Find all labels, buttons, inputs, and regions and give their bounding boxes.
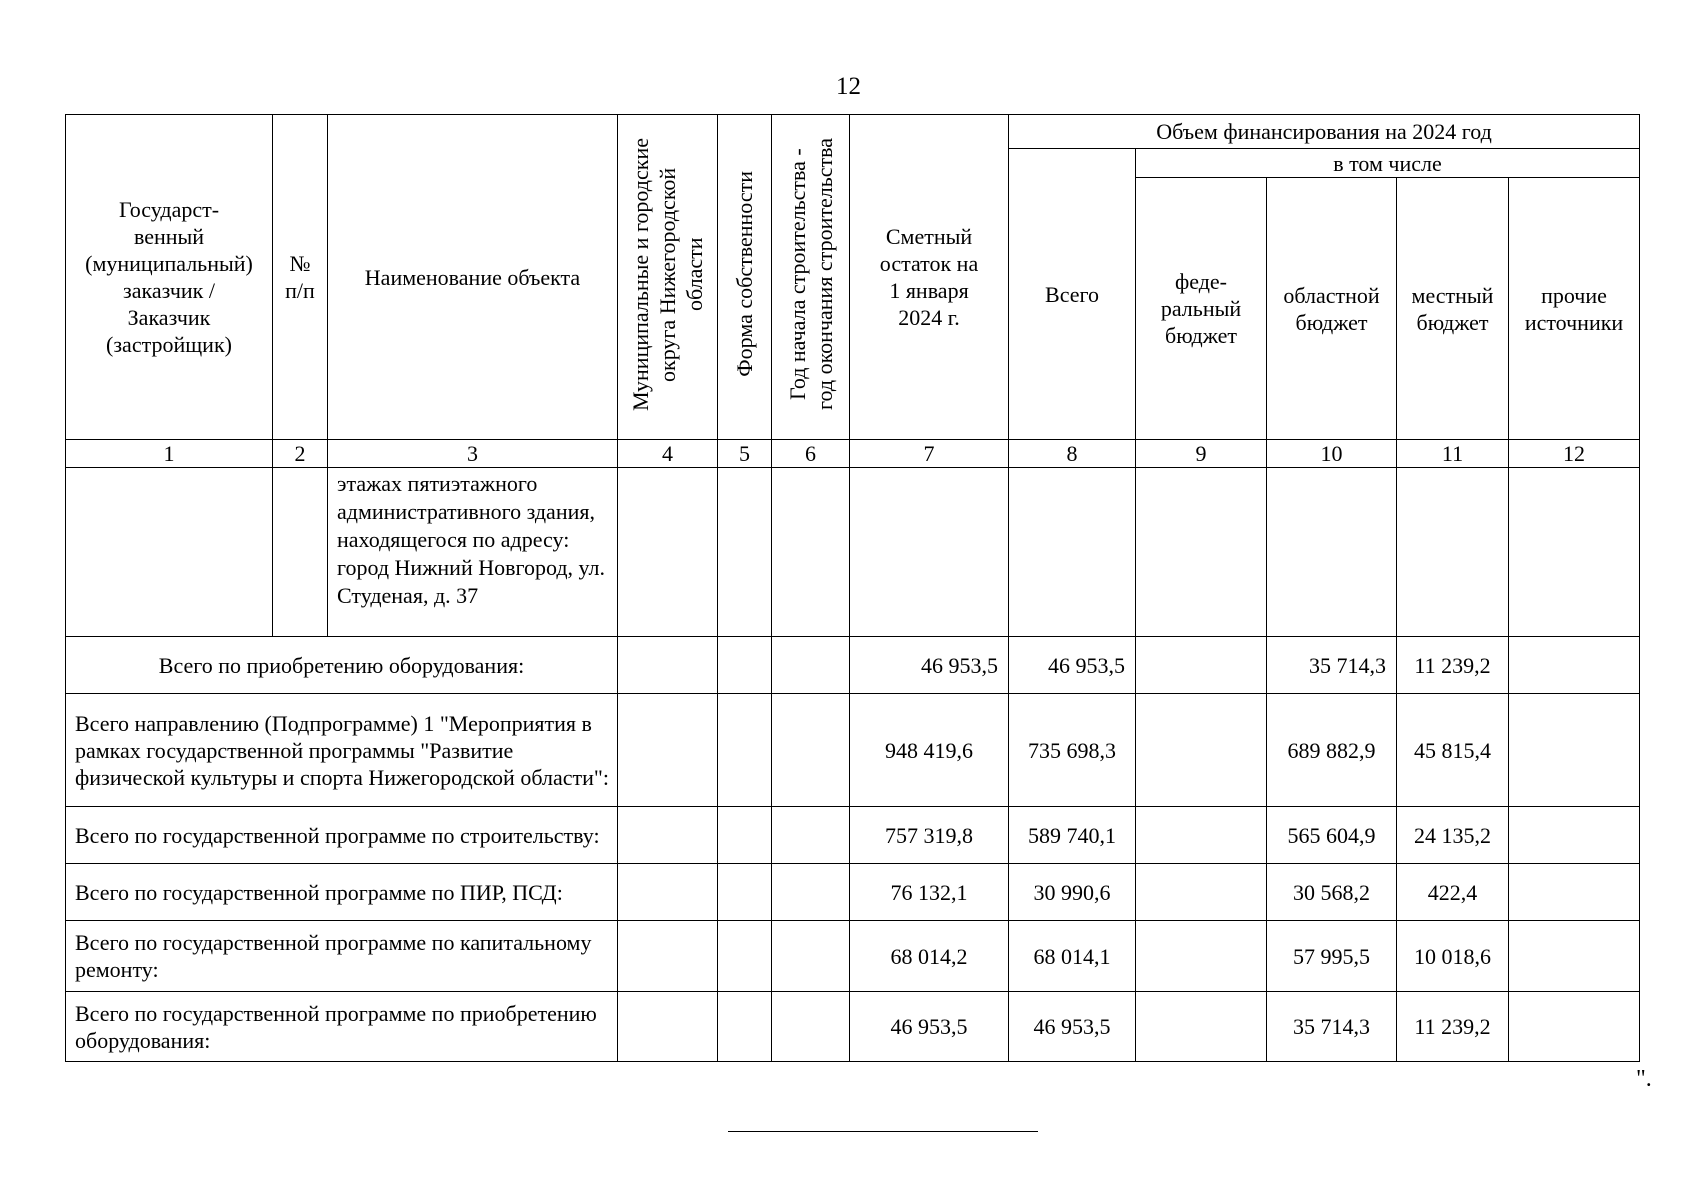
- column-number-row: [66, 440, 1640, 468]
- column-number: 2: [273, 440, 328, 468]
- header-years-text: Год начала строительства - год окончания строительства: [784, 138, 837, 410]
- column-number: 4: [618, 440, 718, 468]
- regional-value: 30 568,2: [1267, 864, 1397, 921]
- table-cell: [772, 864, 850, 921]
- other-value: [1509, 694, 1640, 807]
- federal-value: [1136, 694, 1267, 807]
- local-value: 10 018,6: [1397, 921, 1509, 992]
- federal-value: [1136, 921, 1267, 992]
- estimate-value: 76 132,1: [850, 864, 1009, 921]
- table-cell: [618, 807, 718, 864]
- summary-row: [66, 864, 1640, 921]
- table-cell: [618, 637, 718, 694]
- header-other: прочие источники: [1509, 178, 1640, 440]
- column-number: 3: [328, 440, 618, 468]
- local-value: 422,4: [1397, 864, 1509, 921]
- regional-value: 565 604,9: [1267, 807, 1397, 864]
- table-cell: [618, 468, 718, 637]
- other-value: [1509, 992, 1640, 1062]
- header-including-group: в том числе: [1136, 149, 1640, 178]
- table-cell: [718, 694, 772, 807]
- table-cell: [718, 992, 772, 1062]
- total-value: 68 014,1: [1009, 921, 1136, 992]
- other-value: [1509, 807, 1640, 864]
- header-years: [772, 115, 850, 440]
- header-local: местный бюджет: [1397, 178, 1509, 440]
- summary-label: Всего по государственной программе по приобретению оборудования:: [66, 992, 618, 1062]
- header-customer: Государст- венный (муниципальный) заказчик / Заказчик (застройщик): [66, 115, 273, 440]
- column-number: 5: [718, 440, 772, 468]
- summary-label: Всего по государственной программе по капитальному ремонту:: [66, 921, 618, 992]
- table-cell: [1267, 468, 1397, 637]
- local-value: 24 135,2: [1397, 807, 1509, 864]
- header-total: Всего: [1009, 149, 1136, 440]
- table-cell: [1509, 468, 1640, 637]
- table-cell: [66, 468, 273, 637]
- local-value: 11 239,2: [1397, 637, 1509, 694]
- footer-divider: [728, 1131, 1038, 1132]
- header-number: № п/п: [273, 115, 328, 440]
- header-ownership: [718, 115, 772, 440]
- summary-label: Всего направлению (Подпрограмме) 1 "Мероприятия в рамках государственной программы "Развитие физической культуры и спорта Нижегородской области":: [66, 694, 618, 807]
- summary-row: [66, 992, 1640, 1062]
- regional-value: 35 714,3: [1267, 992, 1397, 1062]
- table-cell: [772, 468, 850, 637]
- table-cell: [618, 921, 718, 992]
- estimate-value: 46 953,5: [850, 992, 1009, 1062]
- federal-value: [1136, 807, 1267, 864]
- table-cell: [850, 468, 1009, 637]
- header-municipality-text: Муниципальные и городские округа Нижегородской области: [628, 137, 707, 411]
- header-object-name: Наименование объекта: [328, 115, 618, 440]
- estimate-value: 46 953,5: [850, 637, 1009, 694]
- summary-label: Всего по государственной программе по ПИР, ПСД:: [66, 864, 618, 921]
- table-cell: [772, 807, 850, 864]
- estimate-value: 757 319,8: [850, 807, 1009, 864]
- regional-value: 35 714,3: [1267, 637, 1397, 694]
- table-cell: [772, 921, 850, 992]
- funding-table: [65, 114, 1640, 1062]
- other-value: [1509, 864, 1640, 921]
- header-ownership-text: Форма собственности: [732, 171, 757, 377]
- table-cell: [718, 921, 772, 992]
- page-number: 12: [836, 73, 861, 100]
- federal-value: [1136, 637, 1267, 694]
- column-number: 8: [1009, 440, 1136, 468]
- table-cell: [618, 992, 718, 1062]
- table-cell: [718, 807, 772, 864]
- summary-row: [66, 921, 1640, 992]
- column-number: 11: [1397, 440, 1509, 468]
- table-cell: [618, 864, 718, 921]
- regional-value: 689 882,9: [1267, 694, 1397, 807]
- table-cell: [1397, 468, 1509, 637]
- closing-quote-mark: ".: [1636, 1066, 1652, 1092]
- summary-label: Всего по государственной программе по строительству:: [66, 807, 618, 864]
- table-cell: [718, 468, 772, 637]
- column-number: 6: [772, 440, 850, 468]
- federal-value: [1136, 992, 1267, 1062]
- table-cell: [273, 468, 328, 637]
- column-number: 9: [1136, 440, 1267, 468]
- regional-value: 57 995,5: [1267, 921, 1397, 992]
- total-value: 46 953,5: [1009, 992, 1136, 1062]
- total-value: 589 740,1: [1009, 807, 1136, 864]
- estimate-value: 948 419,6: [850, 694, 1009, 807]
- header-funding-group: Объем финансирования на 2024 год: [1009, 115, 1640, 149]
- federal-value: [1136, 864, 1267, 921]
- summary-row: [66, 807, 1640, 864]
- table-cell: [718, 637, 772, 694]
- table-cell: [1136, 468, 1267, 637]
- header-federal: феде- ральный бюджет: [1136, 178, 1267, 440]
- total-value: 30 990,6: [1009, 864, 1136, 921]
- column-number: 7: [850, 440, 1009, 468]
- column-number: 1: [66, 440, 273, 468]
- table-cell: [1009, 468, 1136, 637]
- summary-row: [66, 637, 1640, 694]
- header-municipality: [618, 115, 718, 440]
- column-number: 12: [1509, 440, 1640, 468]
- total-value: 46 953,5: [1009, 637, 1136, 694]
- other-value: [1509, 637, 1640, 694]
- local-value: 11 239,2: [1397, 992, 1509, 1062]
- local-value: 45 815,4: [1397, 694, 1509, 807]
- table-cell: [772, 637, 850, 694]
- continuation-row: [66, 468, 1640, 637]
- header-regional: областной бюджет: [1267, 178, 1397, 440]
- table-cell: [772, 992, 850, 1062]
- table-cell: [718, 864, 772, 921]
- column-number: 10: [1267, 440, 1397, 468]
- other-value: [1509, 921, 1640, 992]
- estimate-value: 68 014,2: [850, 921, 1009, 992]
- header-row-1: [66, 115, 1640, 149]
- table-cell: [772, 694, 850, 807]
- table-cell: [618, 694, 718, 807]
- summary-row: [66, 694, 1640, 807]
- total-value: 735 698,3: [1009, 694, 1136, 807]
- header-estimate: Сметный остаток на 1 января 2024 г.: [850, 115, 1009, 440]
- object-name-continuation: этажах пятиэтажного административного здания, находящегося по адресу: город Нижний Новгород, ул. Студеная, д. 37: [328, 468, 618, 637]
- summary-label: Всего по приобретению оборудования:: [66, 637, 618, 694]
